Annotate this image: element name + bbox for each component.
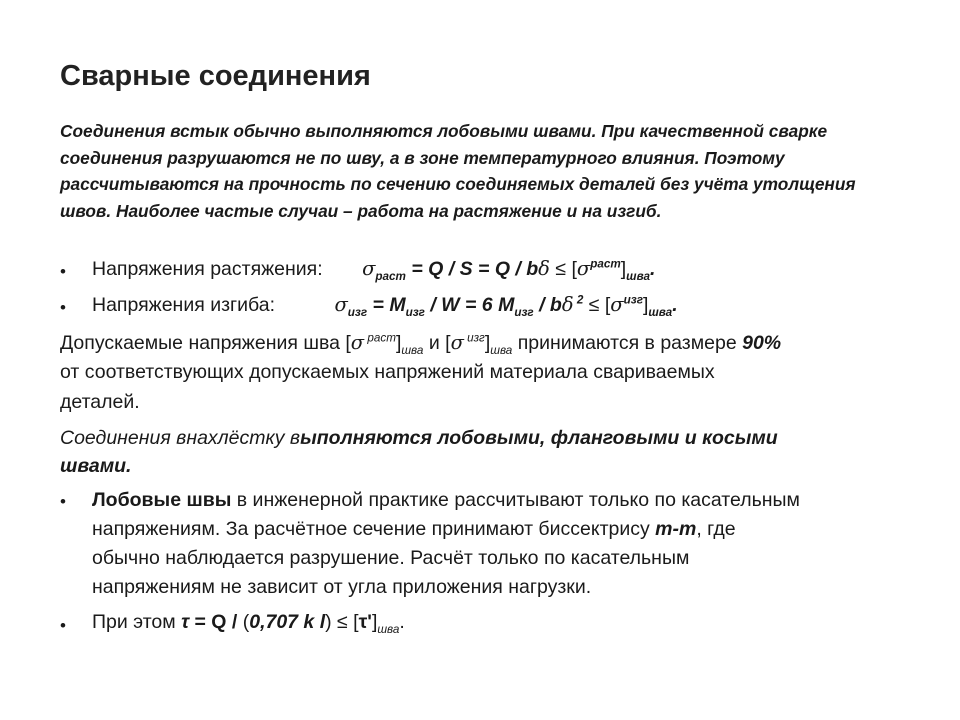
bullet-icon: • <box>60 262 66 281</box>
tau-line: При этом τ = Q / (0,707 k $l) \le [\tau']_{шва}$. <box>92 611 405 636</box>
frontal-line-3: обычно наблюдается разрушение. Расчёт только по касательным <box>92 547 690 569</box>
frontal-line-1: Лобовые швы в инженерной практике рассчитывают только по касательным <box>92 489 800 511</box>
stress-bending-line <box>92 290 678 320</box>
intro-paragraph: Соединения встык обычно выполняются лобовыми швами. При качественной сварке соединения разрушаются не по шву, а в зоне температурного влияния. Поэтому рассчитываются на прочность по сечению соединяемых деталей без учёта утолщения швов. Наиболее частые случаи – работа на растяжение и на изгиб. <box>60 121 856 221</box>
frontal-line-4: напряжениям не зависит от угла приложения нагрузки. <box>92 576 592 598</box>
stress-tension-label: Напряжения растяжения: <box>92 258 323 280</box>
stress-bending-formula: $\sigma_{изг} = M_{изг} / W = 6$ $M_{изг}$ / bδ $^2 \le [\sigma^{изг}]_{шва}$. <box>334 293 678 319</box>
allowable-line-1: Допускаемые напряжения шва [σ $^{раст}]_{шва}$ и [σ $^{изг}]_{шва}$ принимаются в размере 90% <box>60 331 782 357</box>
bullet-icon: • <box>60 616 66 635</box>
lap-line-1: Соединения внахлёстку выполняются лобовыми, фланговыми и косыми <box>60 427 778 449</box>
allowable-line-3: деталей. <box>60 391 140 413</box>
stress-tension-formula: $\sigma_{раст} = Q / S = Q / b\delta \le [\sigma^{раст}]_{шва}$. <box>362 257 656 283</box>
frontal-line-2: напряжениям. За расчётное сечение принимают биссектрису m-m, где <box>92 518 736 540</box>
allowable-percent: 90% <box>742 332 782 354</box>
stress-bending-label: Напряжения изгиба: <box>92 294 276 316</box>
slide-title: Сварные соединения <box>60 60 371 92</box>
lap-line-2: швами. <box>60 455 132 477</box>
bullet-icon: • <box>60 492 66 511</box>
stress-tension-line <box>92 254 655 284</box>
bullet-icon: • <box>60 298 66 317</box>
allowable-line-2: от соответствующих допускаемых напряжений материала свариваемых <box>60 361 715 383</box>
